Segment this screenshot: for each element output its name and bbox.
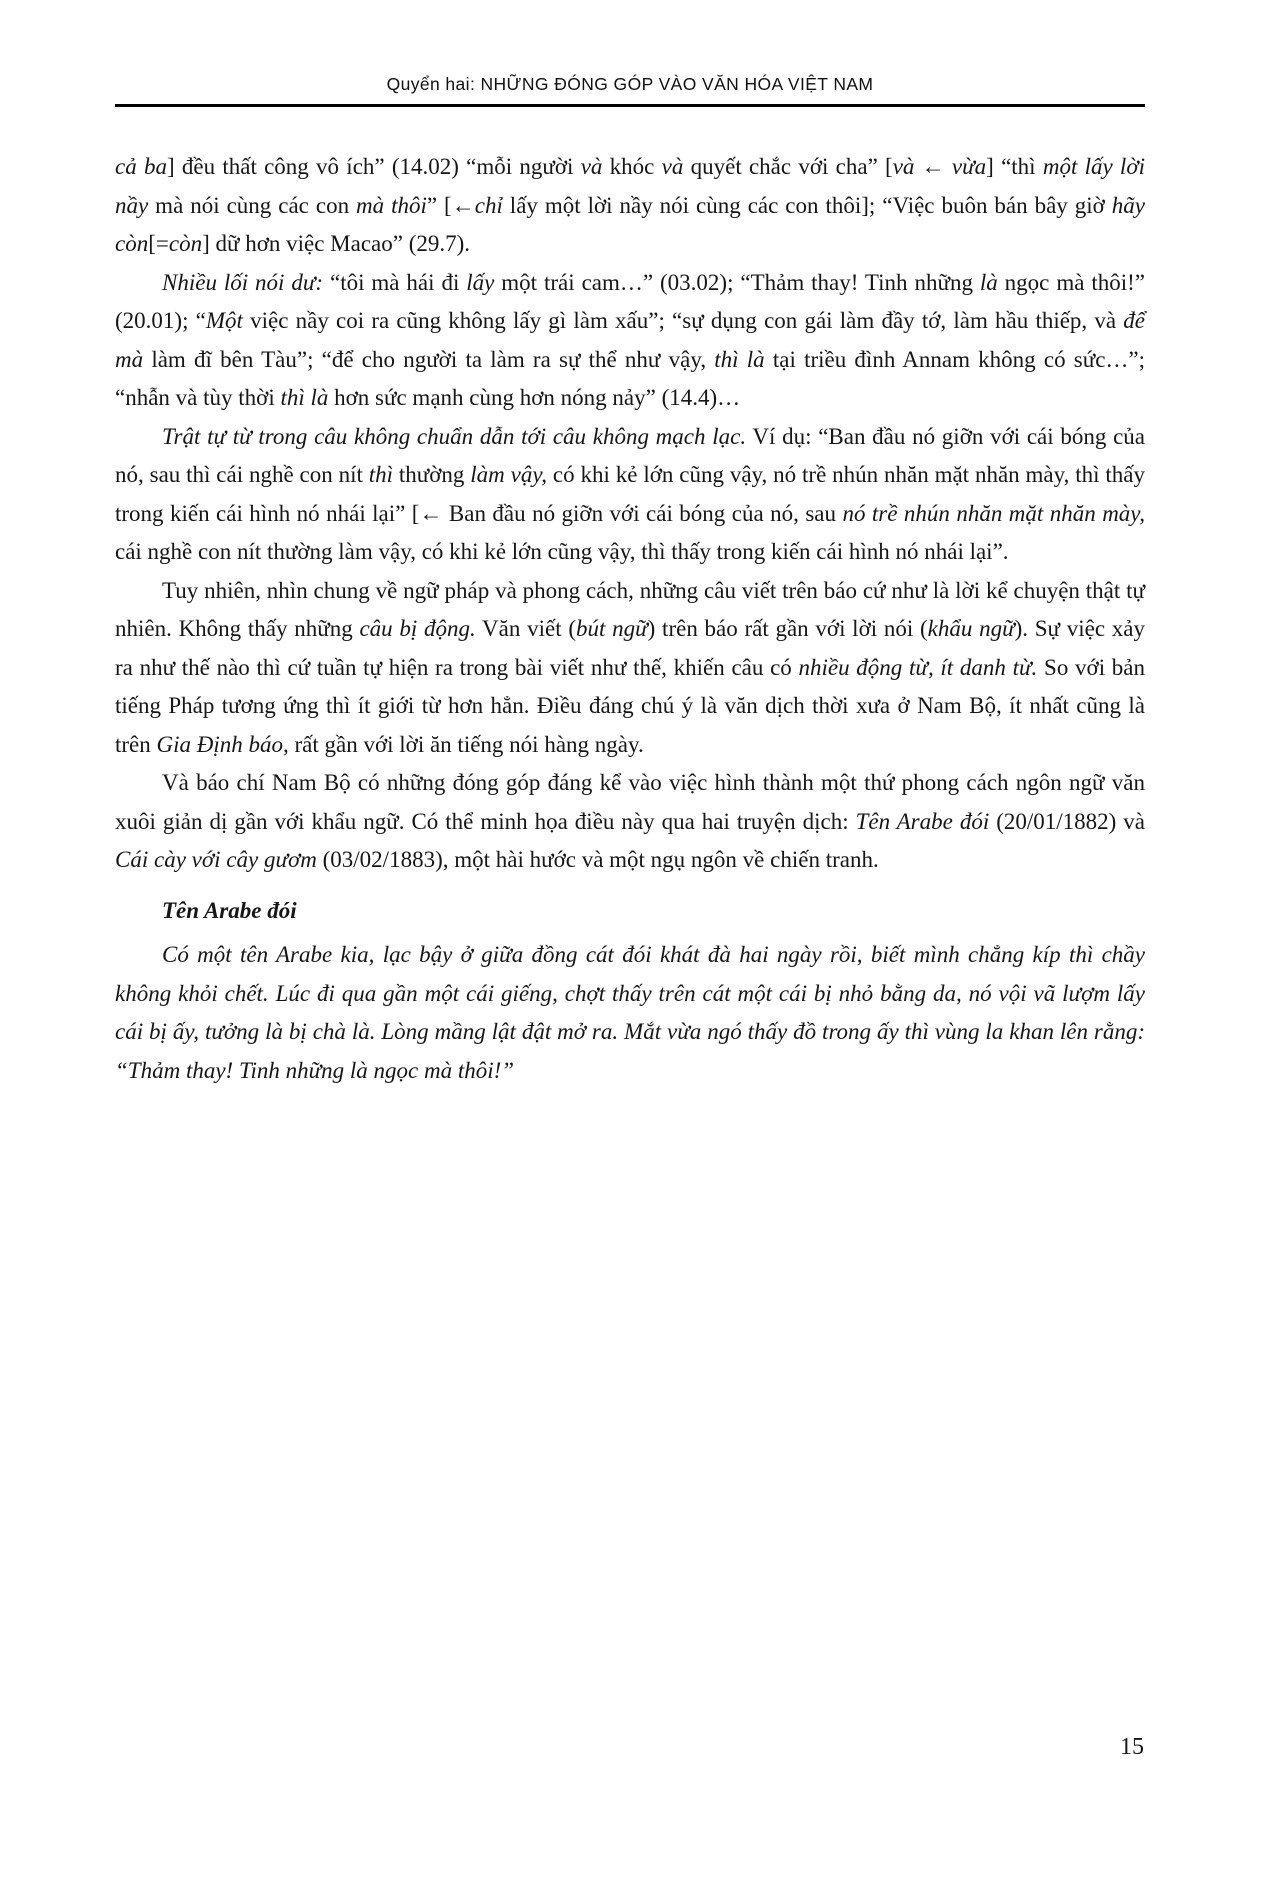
text-run: nó trề nhún nhăn mặt nhăn mày, [842, 500, 1145, 526]
text-run: [= [148, 231, 169, 256]
text-run: để mà [115, 308, 1145, 372]
text-run: còn [168, 231, 203, 256]
text-run: làm đĩ bên Tàu”; “để cho người ta làm ra sự thể như vậy, [143, 346, 715, 372]
text-run: việc nầy coi ra cũng không lấy gì làm xấu”; “sự dụng con gái làm đầy tớ, làm hầu thiếp, và [242, 308, 1124, 333]
text-run: ) trên báo rất gần với lời nói ( [647, 616, 928, 641]
text-run: bút ngữ [576, 616, 648, 641]
text-run: Văn viết ( [475, 616, 576, 641]
body-paragraph [115, 264, 1145, 418]
text-run: và [661, 154, 684, 179]
text-run: thì là [280, 385, 329, 410]
text-run: chỉ [474, 192, 503, 218]
text-run: ] “thì [986, 154, 1043, 179]
text-run: khóc [602, 154, 662, 179]
text-run: quyết chắc với cha” [ [683, 154, 893, 179]
text-run: và ← vừa [892, 154, 987, 179]
text-run: cả ba [115, 154, 167, 179]
text-run: có khi kẻ lớn cũng vậy, nó trề nhún nhăn mặt nhăn mày, thì thấy trong kiến cái hình nó nhái lại” [← Ban đầu nó giỡn với cái bóng của nó, sau [115, 462, 1145, 526]
text-run: rất gần với lời ăn tiếng nói hàng ngày. [288, 731, 644, 757]
page-number: 15 [1120, 1734, 1144, 1760]
text-run: tại triều đình Annam không có sức…”; “nhẫn và tùy thời [115, 346, 1146, 410]
text-run: Tuy nhiên, nhìn chung về ngữ pháp và phong cách, những câu viết trên báo cứ như là lời kể chuyện thật tự nhiên. Không thấy những [115, 577, 1145, 641]
text-run: lấy [466, 269, 495, 295]
body-paragraph [115, 936, 1145, 1090]
text-run: Cái cày với cây gươm [115, 847, 317, 872]
text-run: một lấy lời nầy [115, 154, 1145, 218]
text-run: So với bản tiếng Pháp tương ứng thì ít giới từ hơn hẳn. Điều đáng chú ý là văn dịch thời xưa ở Nam Bộ, ít nhất cũng là trên [115, 654, 1145, 757]
running-head-title: Quyển hai: NHỮNG ĐÓNG GÓP VÀO VĂN HÓA VIỆT NAM [386, 74, 874, 94]
text-run: là [979, 269, 998, 295]
text-run: thì là [714, 346, 765, 372]
text-run: lấy một lời nầy nói cùng các con thôi]; “Việc buôn bán bây giờ [502, 192, 1112, 218]
text-run: Một [205, 308, 243, 333]
text-run: Tên Arabe đói [855, 808, 990, 834]
text-run: Trật tự từ trong câu không chuẩn dẫn tới câu không mạch lạc. [162, 423, 747, 449]
body-paragraph [115, 418, 1145, 572]
text-run: ngọc mà thôi!” (20.01); “ [115, 269, 1145, 333]
text-run: nhiều động từ, ít danh từ. [798, 654, 1038, 680]
text-run: (20/01/1882) và [989, 808, 1145, 834]
body-paragraph [115, 764, 1145, 880]
text-run: ” [← [426, 192, 475, 218]
text-run: ] dữ hơn việc Macao” (29.7). [202, 231, 471, 256]
text-run: Ví dụ: “Ban đầu nó giỡn với cái bóng của nó, sau thì cái nghề con nít [115, 423, 1146, 487]
text-run: Và báo chí Nam Bộ có những đóng góp đáng kể vào việc hình thành một thứ phong cách ngôn ngữ văn xuôi giản dị gần với khẩu ngữ. Có thể minh họa điều này qua hai truyện dịch: [115, 770, 1145, 834]
text-run: Tên Arabe đói [162, 897, 297, 923]
text-run: thì [368, 462, 394, 487]
section-heading [115, 892, 1145, 931]
text-run: Có một tên Arabe kia, lạc bậy ở giữa đồng cát đói khát đà hai ngày rồi, biết mình chẳng kíp thì chầy không khỏi chết. Lúc đi qua gần một cái giếng, chợt thấy trên cát một cái bị nhỏ bằng da, nó vội vã lượm lấy cái bị ấy, tưởng là bị chà là. Lòng mầng lật đật mở ra. Mắt vừa ngó thấy đồ trong ấy thì vùng la khan lên rằng: “Thảm thay! Tinh những là ngọc mà thôi!” [115, 942, 1145, 1083]
text-run: và [580, 154, 603, 179]
text-run: hơn sức mạnh cùng hơn nóng nảy” (14.4)… [328, 385, 741, 410]
text-run: hãy còn [115, 192, 1146, 256]
header-rule [115, 104, 1145, 107]
page-header [115, 0, 1145, 107]
text-run: “tôi mà hái đi [323, 269, 467, 295]
text-run: (03/02/1883), một hài hước và một ngụ ngôn về chiến tranh. [316, 847, 879, 872]
text-run: câu bị động. [359, 616, 476, 641]
text-run: ] đều thất công vô ích” (14.02) “mỗi người [166, 154, 581, 179]
text-run: ). Sự việc xảy ra như thế nào thì cứ tuần tự hiện ra trong bài viết như thế, khiến câu có [115, 616, 1145, 680]
text-run: khẩu ngữ [927, 616, 1015, 641]
text-run: mà thôi [356, 192, 427, 218]
body-paragraph [115, 148, 1145, 264]
text-run: một trái cam…” (03.02); “Thảm thay! Tinh những [494, 269, 980, 295]
text-run: mà nói cùng các con [148, 192, 357, 218]
text-run: làm vậy, [470, 462, 548, 487]
text-run: cái nghề con nít thường làm vậy, có khi kẻ lớn cũng vậy, thì thấy trong kiến cái hình nó nhái lại”. [115, 539, 1009, 564]
text-run: Gia Định báo, [156, 731, 289, 757]
text-run: Nhiều lối nói dư: [162, 269, 324, 295]
text-run: thường [393, 462, 471, 487]
body-paragraph [115, 572, 1145, 765]
page-body-text [115, 148, 1145, 1090]
